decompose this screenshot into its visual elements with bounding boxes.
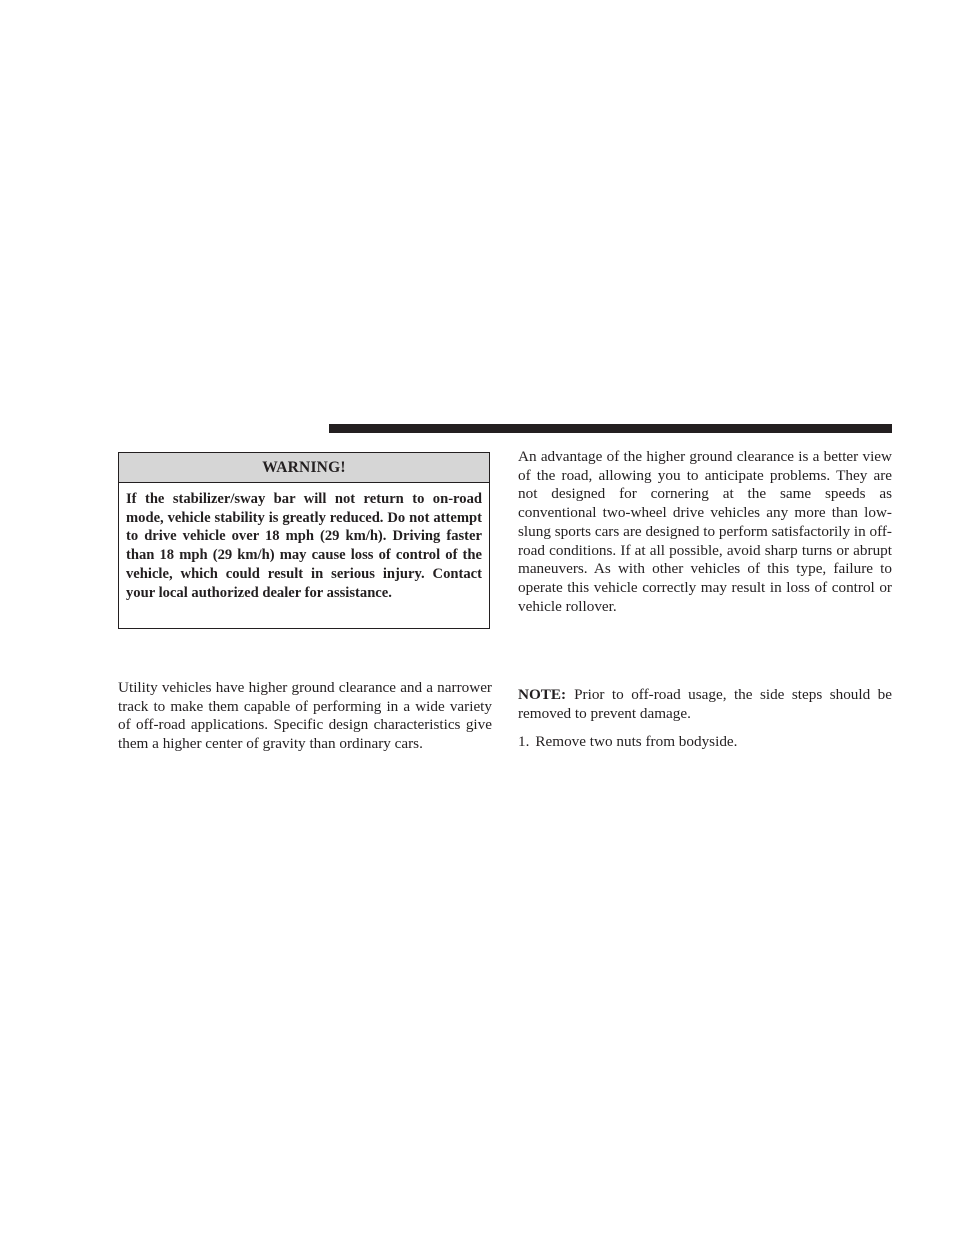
note-label: NOTE: <box>518 686 567 703</box>
note-text: Prior to off-road usage, the side steps should be removed to prevent damage. <box>518 686 892 722</box>
ground-clearance-paragraph: An advantage of the higher ground clearance is a better view of the road, allowing you to anticipate problems. They are not designed for cornering at the same speeds as conventional two-wheel drive vehicles any more than low-slung sports cars are designed to perform satisfactorily in off-road conditions. If at all possible, avoid sharp turns or abrupt maneuvers. As with other vehicles of this type, failure to operate this vehicle correctly may result in loss of control or vehicle rollover. <box>518 448 892 615</box>
step-item <box>518 733 892 752</box>
warning-box <box>118 452 490 629</box>
section-header-rule <box>329 424 892 433</box>
warning-text: If the stabilizer/sway bar will not return to on-road mode, vehicle stability is greatly reduced. Do not attempt to drive vehicle over 18 mph (29 km/h). Driving faster than 18 mph (29 km/h) may cause loss of control of the vehicle, which could result in serious injury. Contact your local authorized dealer for assistance. <box>126 491 482 601</box>
note-paragraph <box>518 686 892 723</box>
step-text: Remove two nuts from bodyside. <box>535 733 738 750</box>
utility-vehicles-paragraph: Utility vehicles have higher ground clearance and a narrower track to make them capable of performing in a wide variety of off-road applications. Specific design characteristics give them a higher center of gravity than ordinary cars. <box>118 679 492 753</box>
step-number: 1. <box>518 733 530 750</box>
warning-title: WARNING! <box>119 453 489 483</box>
